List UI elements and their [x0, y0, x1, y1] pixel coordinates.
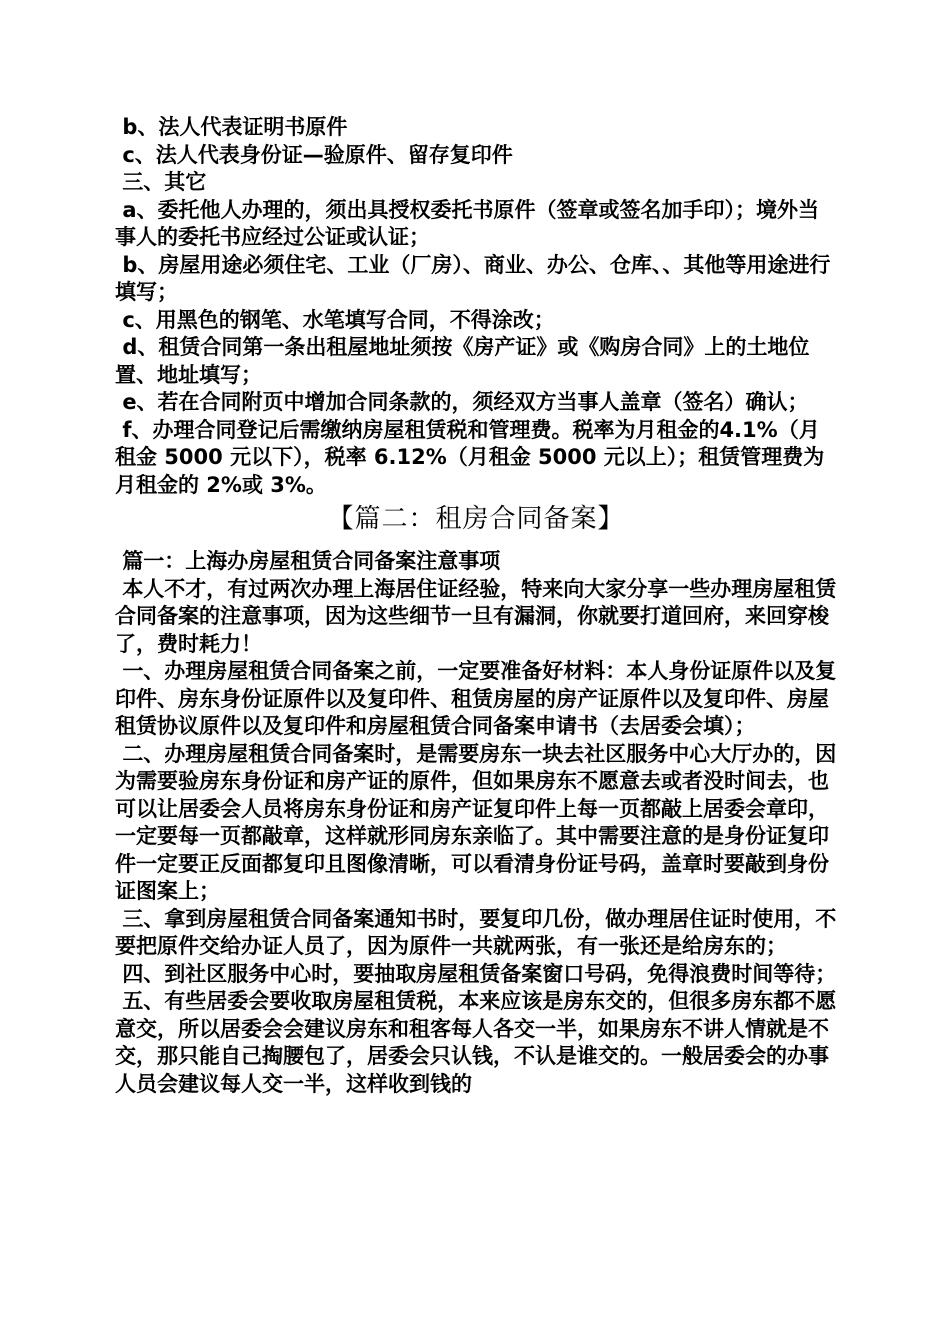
- article-point-1: 一、办理房屋租赁合同备案之前，一定要准备好材料：本人身份证原件以及复印件、房东身份证原件以及复印件、租赁房屋的房产证原件以及复印件、房屋租赁协议原件以及复印件和房屋租赁合同备案申请书（去居委会填）；: [115, 659, 837, 738]
- item-f-tax-fees: f、办理合同登记后需缴纳房屋租赁税和管理费。税率为月租金的4.1%（月租金 5000 元以下），税率 6.12%（月租金 5000 元以上）；租赁管理费为月租金的 2%或 3%。: [115, 417, 825, 497]
- document-body: [115, 114, 837, 1098]
- item-b-property-usage: b、房屋用途必须住宅、工业（厂房）、商业、办公、仓库、、其他等用途进行填写；: [115, 252, 831, 304]
- section-other-title: 三、其它: [115, 170, 207, 194]
- article-point-5: 五、有些居委会要收取房屋租赁税，本来应该是房东交的，但很多房东都不愿意交，所以居委会会建议房东和租客每人各交一半，如果房东不讲人情就是不交，那只能自己掏腰包了，居委会只认钱，不认是谁交的。一般居委会的办事人员会建议每人交一半，这样收到钱的: [115, 989, 837, 1096]
- item-d-address: d、租赁合同第一条出租屋地址须按《房产证》或《购房合同》上的土地位置、地址填写；: [115, 335, 810, 387]
- article-point-3: 三、拿到房屋租赁合同备案通知书时，要复印几份，做办理居住证时使用，不要把原件交给办证人员了，因为原件一共就两张，有一张还是给房东的；: [115, 906, 837, 958]
- item-b-legal-rep-certificate: b、法人代表证明书原件: [115, 115, 348, 139]
- article-intro: 本人不才，有过两次办理上海居住证经验，特来向大家分享一些办理房屋租赁合同备案的注意事项，因为这些细节一旦有漏洞，你就要打道回府，来回穿梭了，费时耗力！: [115, 576, 837, 656]
- section-heading: 【篇二：租房合同备案】: [327, 504, 625, 534]
- item-c-legal-rep-id: c、法人代表身份证—验原件、留存复印件: [115, 142, 513, 167]
- article-title: 篇一：上海办房屋租赁合同备案注意事项: [115, 549, 501, 573]
- item-e-extra-clauses: e、若在合同附页中增加合同条款的，须经双方当事人盖章（签名）确认；: [115, 390, 809, 414]
- item-c-black-pen: c、用黑色的钢笔、水笔填写合同，不得涂改；: [115, 307, 555, 332]
- article-point-4: 四、到社区服务中心时，要抽取房屋租赁备案窗口号码，免得浪费时间等待；: [115, 961, 837, 986]
- item-a-power-of-attorney: a、委托他人办理的，须出具授权委托书原件（签章或签名加手印）；境外当事人的委托书应经过公证或认证；: [115, 197, 819, 249]
- article-point-2: 二、办理房屋租赁合同备案时，是需要房东一块去社区服务中心大厅办的，因为需要验房东身份证和房产证的原件，但如果房东不愿意去或者没时间去，也可以让居委会人员将房东身份证和房产证复印件上每一页都敲上居委会章印，一定要每一页都敲章，这样就形同房东亲临了。其中需要注意的是身份证复印件一定要正反面都复印且图像清晰，可以看清身份证号码，盖章时要敲到身份证图案上；: [115, 741, 837, 903]
